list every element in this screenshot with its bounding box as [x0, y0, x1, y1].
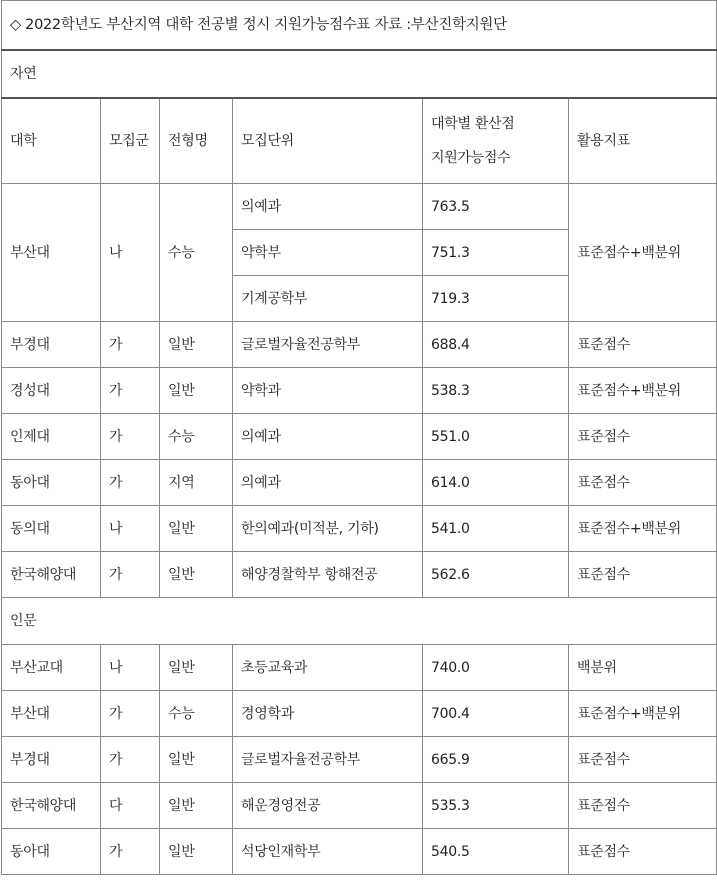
busan-indicator: 표준점수+백분위: [569, 184, 717, 322]
cell-indicator: 표준점수: [569, 322, 717, 368]
cell-group: 나: [101, 506, 160, 552]
table-row: [2, 783, 717, 829]
cell-group: 가: [101, 322, 160, 368]
header-admission-type: 전형명: [160, 98, 233, 184]
busan-unit-2: 약학부: [233, 230, 423, 276]
table-row: [2, 645, 717, 691]
table-title: ◇ 2022학년도 부산지역 대학 전공별 정시 지원가능점수표 자료 :부산진학지원단: [2, 1, 717, 51]
cell-score: 665.9: [423, 737, 569, 783]
cell-university: 경성대: [2, 368, 101, 414]
cell-unit: 초등교육과: [233, 645, 423, 691]
cell-unit: 글로벌자율전공학부: [233, 737, 423, 783]
cell-admission-type: 일반: [160, 829, 233, 875]
cell-admission-type: 일반: [160, 368, 233, 414]
cell-admission-type: 일반: [160, 506, 233, 552]
cell-indicator: 표준점수: [569, 552, 717, 598]
table-row: [2, 414, 717, 460]
cell-score: 541.0: [423, 506, 569, 552]
cell-indicator: 표준점수+백분위: [569, 506, 717, 552]
cell-university: 동아대: [2, 829, 101, 875]
cell-unit: 약학과: [233, 368, 423, 414]
cell-university: 부산대: [2, 691, 101, 737]
cell-group: 가: [101, 737, 160, 783]
busan-score-1: 763.5: [423, 184, 569, 230]
cell-indicator: 표준점수: [569, 737, 717, 783]
cell-group: 다: [101, 783, 160, 829]
cell-admission-type: 수능: [160, 691, 233, 737]
header-university: 대학: [2, 98, 101, 184]
cell-indicator: 표준점수: [569, 783, 717, 829]
busan-group: 나: [101, 184, 160, 322]
cell-score: 562.6: [423, 552, 569, 598]
busan-university: 부산대: [2, 184, 101, 322]
header-score: [423, 98, 569, 184]
cell-indicator: 표준점수+백분위: [569, 368, 717, 414]
cell-unit: 한의예과(미적분, 기하): [233, 506, 423, 552]
table-row: [2, 737, 717, 783]
cell-score: 538.3: [423, 368, 569, 414]
cell-indicator: 표준점수: [569, 414, 717, 460]
cell-group: 가: [101, 691, 160, 737]
header-indicator: 활용지표: [569, 98, 717, 184]
table-row: [2, 829, 717, 875]
table-row: [2, 506, 717, 552]
cell-group: 가: [101, 460, 160, 506]
cell-admission-type: 지역: [160, 460, 233, 506]
admission-score-table: [1, 0, 717, 875]
cell-indicator: 표준점수+백분위: [569, 691, 717, 737]
header-score-line2: 지원가능점수: [431, 150, 511, 166]
cell-unit: 의예과: [233, 460, 423, 506]
cell-admission-type: 일반: [160, 552, 233, 598]
cell-admission-type: 수능: [160, 414, 233, 460]
cell-unit: 석당인재학부: [233, 829, 423, 875]
cell-university: 동아대: [2, 460, 101, 506]
cell-indicator: 백분위: [569, 645, 717, 691]
section-nature: 자연: [2, 50, 717, 98]
cell-score: 535.3: [423, 783, 569, 829]
cell-score: 540.5: [423, 829, 569, 875]
section-humanities: 인문: [2, 598, 717, 645]
header-unit: 모집단위: [233, 98, 423, 184]
table-row: [2, 691, 717, 737]
cell-unit: 해운경영전공: [233, 783, 423, 829]
header-score-line1: 대학별 환산점: [431, 116, 515, 132]
cell-university: 부경대: [2, 322, 101, 368]
cell-group: 가: [101, 552, 160, 598]
cell-unit: 경영학과: [233, 691, 423, 737]
cell-group: 가: [101, 829, 160, 875]
cell-group: 가: [101, 414, 160, 460]
cell-university: 인제대: [2, 414, 101, 460]
cell-admission-type: 일반: [160, 645, 233, 691]
busan-unit-1: 의예과: [233, 184, 423, 230]
table-row: [2, 322, 717, 368]
cell-admission-type: 일반: [160, 737, 233, 783]
cell-indicator: 표준점수: [569, 460, 717, 506]
table-row: [2, 460, 717, 506]
cell-indicator: 표준점수: [569, 829, 717, 875]
cell-unit: 의예과: [233, 414, 423, 460]
cell-score: 688.4: [423, 322, 569, 368]
cell-university: 한국해양대: [2, 783, 101, 829]
cell-university: 부경대: [2, 737, 101, 783]
cell-university: 한국해양대: [2, 552, 101, 598]
table-row: [2, 552, 717, 598]
cell-unit: 해양경찰학부 항해전공: [233, 552, 423, 598]
cell-group: 가: [101, 368, 160, 414]
busan-unit-3: 기계공학부: [233, 276, 423, 322]
cell-group: 나: [101, 645, 160, 691]
cell-university: 동의대: [2, 506, 101, 552]
cell-score: 551.0: [423, 414, 569, 460]
header-group: 모집군: [101, 98, 160, 184]
busan-admission-type: 수능: [160, 184, 233, 322]
table-row: [2, 368, 717, 414]
busan-score-3: 719.3: [423, 276, 569, 322]
cell-admission-type: 일반: [160, 322, 233, 368]
busan-score-2: 751.3: [423, 230, 569, 276]
cell-unit: 글로벌자율전공학부: [233, 322, 423, 368]
cell-score: 700.4: [423, 691, 569, 737]
cell-university: 부산교대: [2, 645, 101, 691]
cell-score: 614.0: [423, 460, 569, 506]
cell-score: 740.0: [423, 645, 569, 691]
cell-admission-type: 일반: [160, 783, 233, 829]
